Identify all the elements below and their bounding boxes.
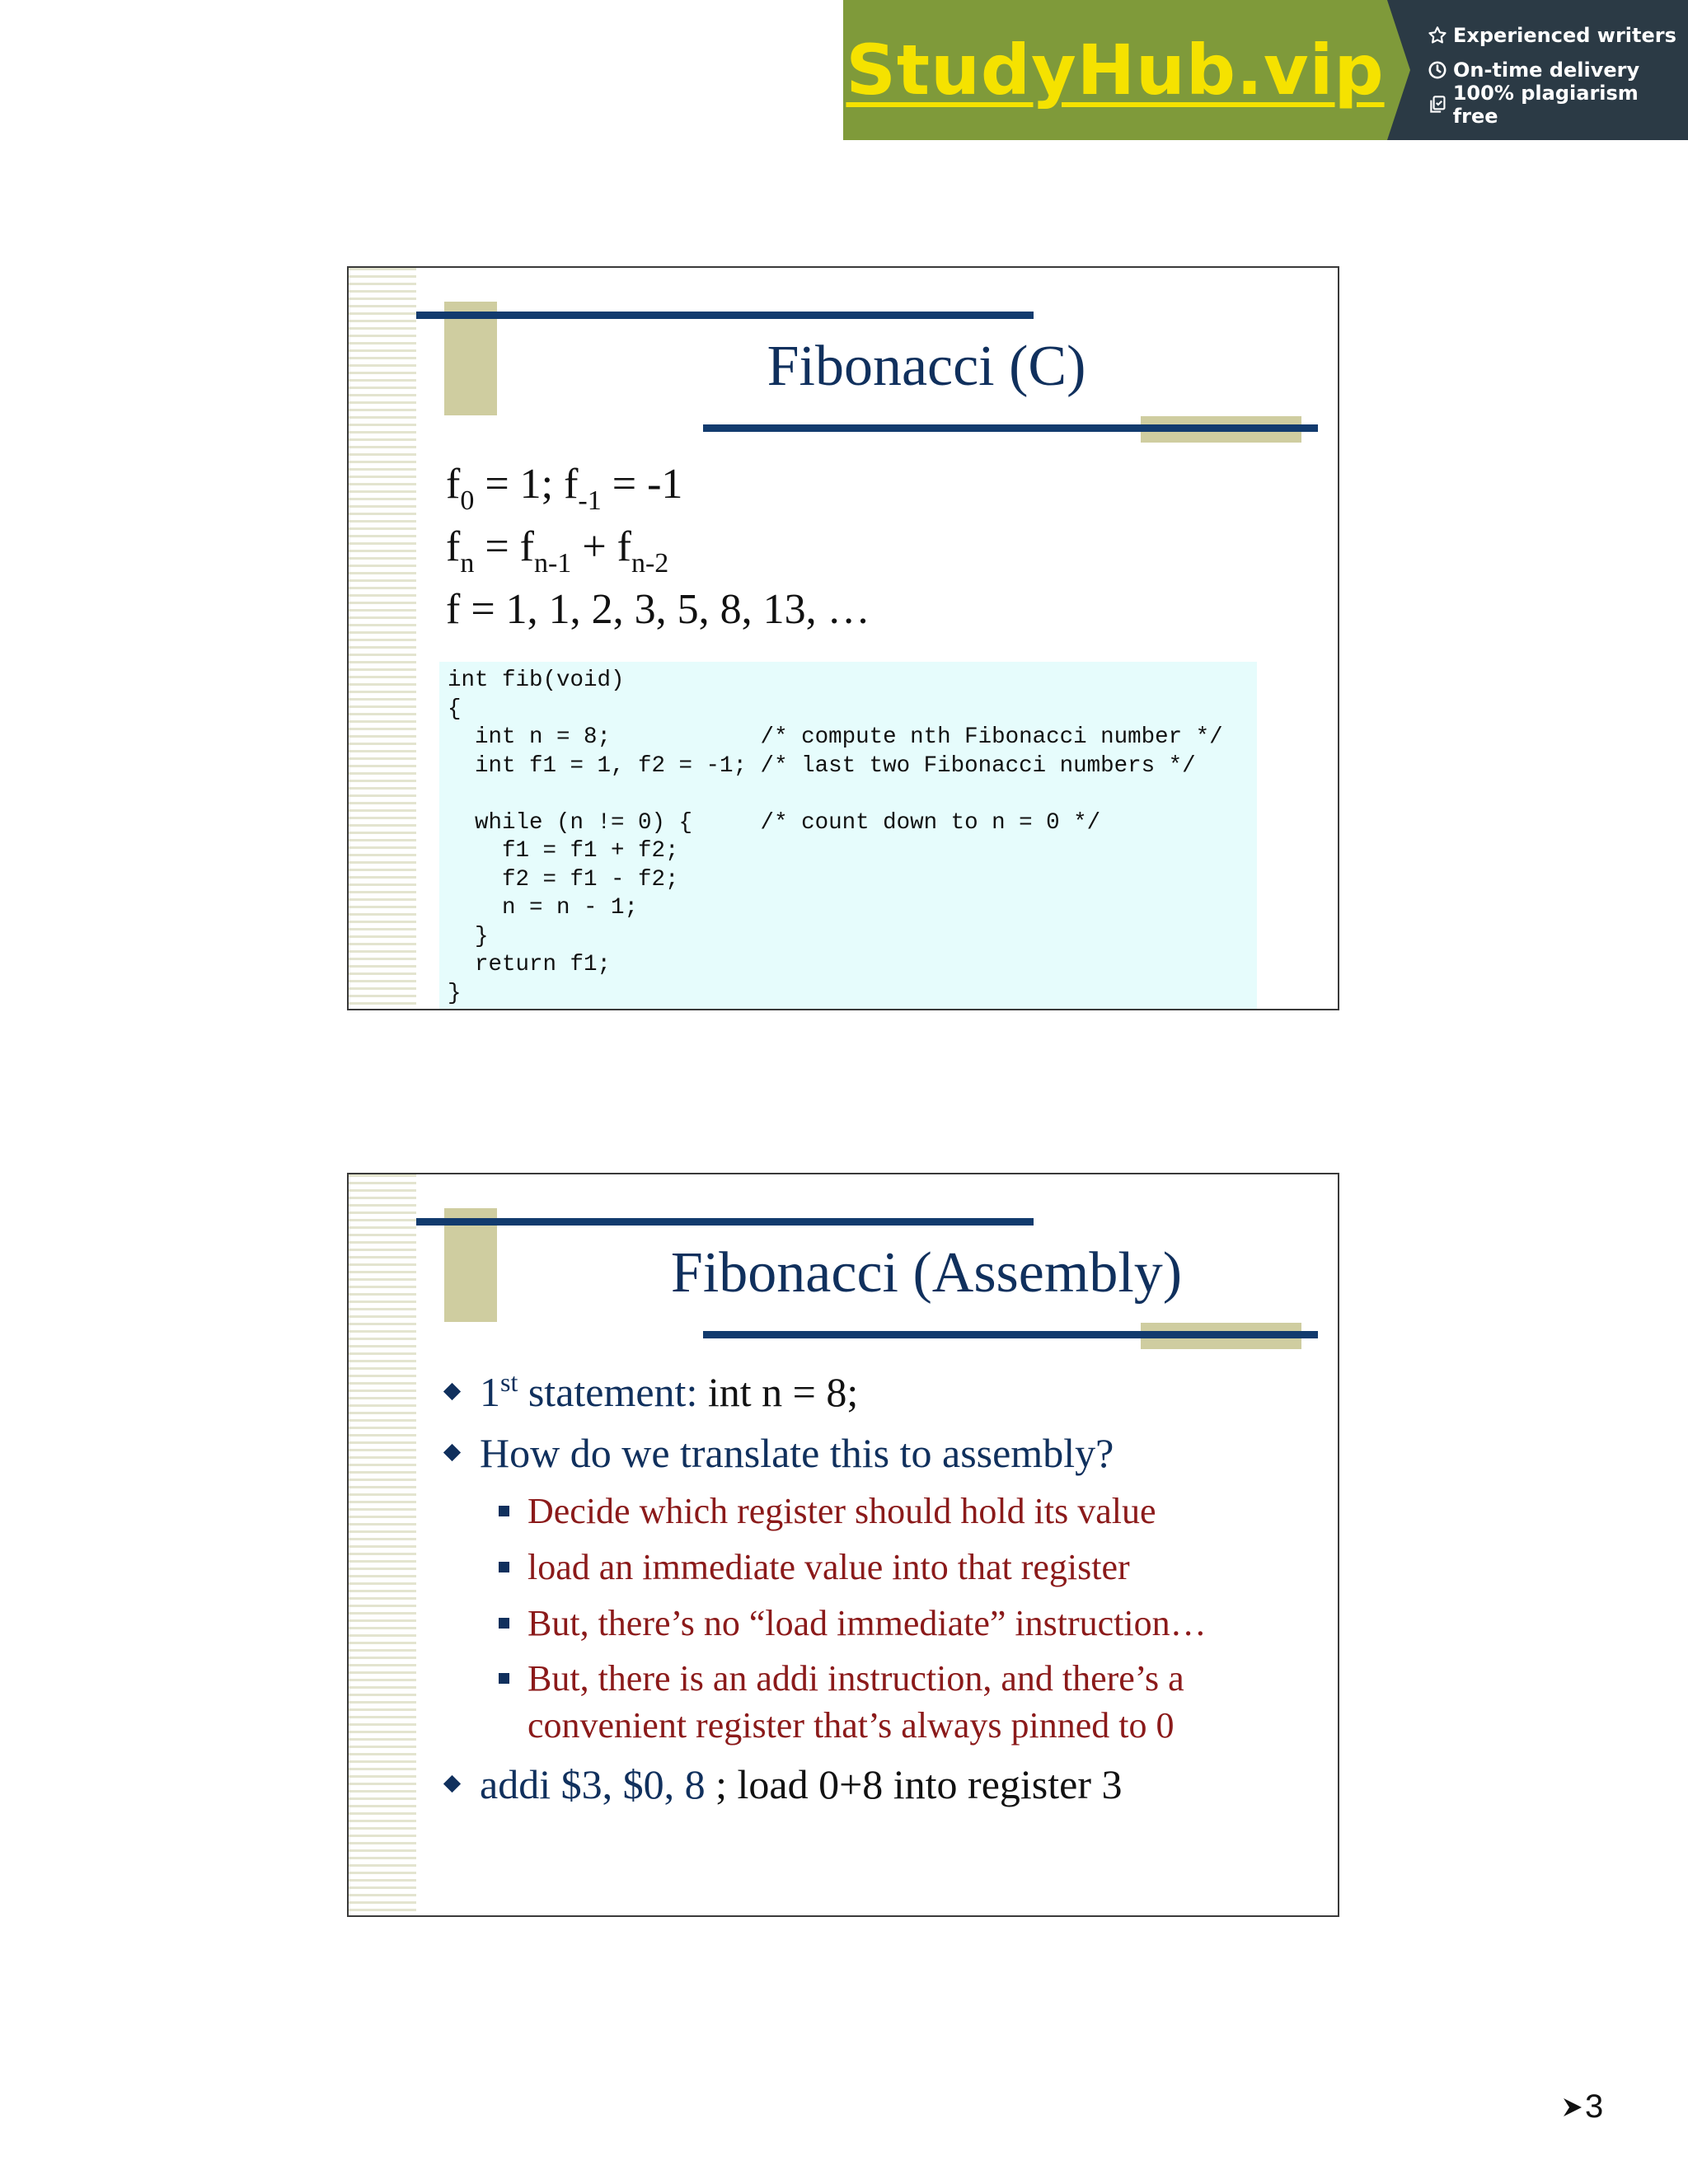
slide-fibonacci-c: [347, 266, 1339, 1010]
bullet-item: [446, 1432, 1114, 1474]
ordinal-number: 1: [480, 1369, 500, 1415]
math-subscript: n-1: [533, 548, 572, 579]
sub-bullet-item: [499, 1493, 1156, 1530]
star-icon: [1427, 25, 1448, 46]
math-subscript: n: [460, 548, 475, 579]
bullet-item: [446, 1369, 858, 1413]
code-block: [439, 662, 1257, 1010]
math-subscript: n-2: [631, 548, 669, 579]
clock-icon: [1427, 59, 1448, 81]
c-code: int fib(void) { int n = 8; /* compute nth Fibonacci number */ int f1 = 1, f2 = -1; /* last two Fibonacci numbers */ while (n != 0) { /* count down to n = 0 */ f1 = f1 + f2; f2 = f1 - f2; n = n - 1; } return f1; }: [448, 668, 1223, 1006]
bullet-text: [480, 1369, 858, 1413]
math-line-recurrence: [446, 523, 669, 579]
math-subscript: 0: [460, 485, 475, 516]
assembly-comment: ; load 0+8 into register 3: [705, 1761, 1123, 1807]
bullet-text: How do we translate this to assembly?: [480, 1430, 1114, 1476]
slide-stripes: [349, 268, 416, 1009]
math-text: f: [446, 523, 461, 570]
square-bullet-icon: [499, 1618, 509, 1629]
slide-stripes: [349, 1174, 416, 1915]
feature-item: [1427, 21, 1688, 50]
sub-bullet-text: But, there’s no “load immediate” instruction…: [528, 1603, 1207, 1643]
math-text: f: [446, 461, 461, 508]
assembly-code: addi $3, $0, 8: [480, 1761, 706, 1807]
bullet-text: [480, 1761, 1123, 1807]
diamond-bullet-icon: [443, 1383, 461, 1400]
feature-item: [1427, 82, 1688, 128]
math-line-sequence: f = 1, 1, 2, 3, 5, 8, 13, …: [446, 586, 870, 633]
diamond-bullet-icon: [443, 1775, 461, 1793]
math-text: = -1: [601, 461, 683, 508]
slide-title: Fibonacci (Assembly): [670, 1241, 1183, 1305]
feature-item: [1427, 55, 1688, 85]
sub-bullet-item: [499, 1658, 1184, 1699]
sub-bullet-item: [499, 1605, 1207, 1642]
banner-arrow: [1387, 0, 1410, 140]
math-line-initial: [446, 463, 682, 515]
ordinal-suffix: st: [500, 1367, 518, 1397]
page-number-text: 3: [1585, 2088, 1604, 2125]
title-rule-bottom: [703, 424, 1318, 432]
bullet-label: statement:: [518, 1369, 708, 1415]
math-text: = 1; f: [474, 461, 579, 508]
slide-title: Fibonacci (C): [767, 335, 1086, 398]
math-text: = f: [474, 523, 534, 570]
feature-text: Experienced writers: [1453, 24, 1676, 47]
title-rule-bottom: [703, 1331, 1318, 1338]
math-text: + f: [571, 523, 631, 570]
studyhub-logo: StudyHub.vip: [846, 30, 1385, 110]
copy-icon: [1427, 94, 1448, 115]
square-bullet-icon: [499, 1506, 509, 1516]
title-rule-top: [416, 312, 1034, 319]
sub-bullet-continuation: convenient register that’s always pinned to 0: [528, 1705, 1175, 1746]
sub-bullet-text: Decide which register should hold its value: [528, 1491, 1156, 1531]
studyhub-banner[interactable]: [843, 0, 1688, 140]
code-snippet: int n = 8;: [707, 1369, 859, 1415]
feature-text: On-time delivery: [1453, 59, 1640, 82]
title-rule-top: [416, 1218, 1034, 1226]
slide-fibonacci-assembly: [347, 1173, 1339, 1917]
sub-bullet-text: load an immediate value into that register: [528, 1547, 1130, 1587]
math-subscript: -1: [578, 485, 602, 516]
sub-bullet-text: But, there is an addi instruction, and there’s a: [528, 1658, 1184, 1699]
feature-list: [1387, 0, 1688, 140]
feature-text: 100% plagiarism free: [1452, 82, 1639, 128]
bullet-item: [446, 1761, 1123, 1807]
logo-panel: [843, 0, 1387, 140]
page-number: [1560, 2088, 1603, 2125]
arrow-bullet-icon: [1560, 2095, 1585, 2120]
sub-bullet-item: [499, 1549, 1130, 1586]
diamond-bullet-icon: [443, 1444, 461, 1461]
square-bullet-icon: [499, 1673, 509, 1684]
square-bullet-icon: [499, 1562, 509, 1572]
